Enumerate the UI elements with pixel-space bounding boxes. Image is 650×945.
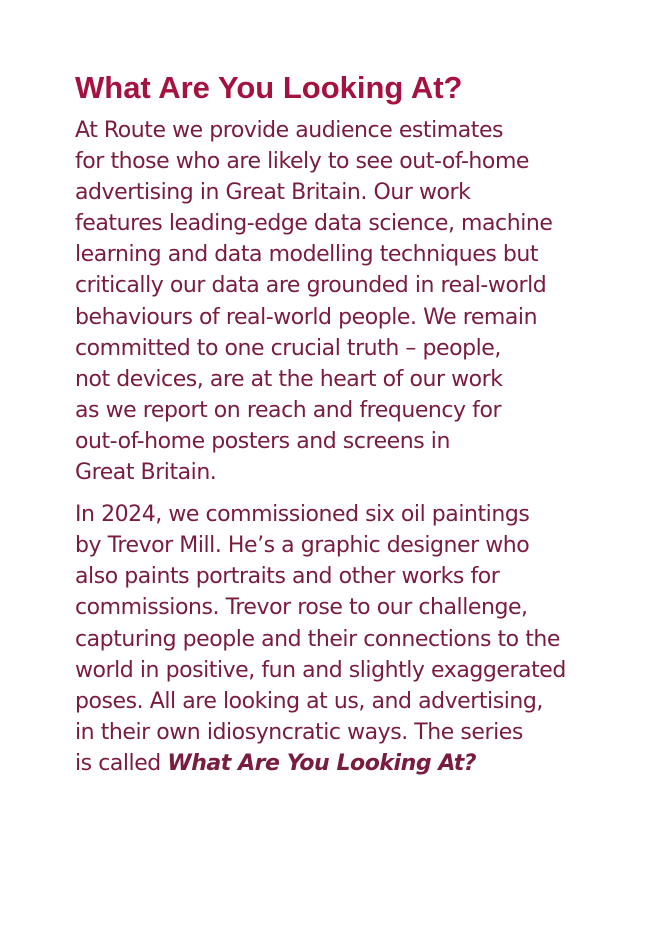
paragraph-line: not devices, are at the heart of our work	[75, 366, 503, 392]
paragraph-line: world in positive, fun and slightly exaggerated	[75, 657, 566, 683]
paragraph-line: features leading-edge data science, machine	[75, 211, 553, 237]
paragraph-line: for those who are likely to see out-of-home	[75, 149, 530, 175]
intro-paragraph	[75, 115, 615, 488]
paragraph-line: as we report on reach and frequency for	[75, 397, 502, 423]
paragraph-line: poses. All are looking at us, and advertising,	[75, 688, 543, 714]
paragraph-line: by Trevor Mill. He’s a graphic designer who	[75, 533, 530, 559]
paragraph-line: out-of-home posters and screens in	[75, 428, 450, 454]
paragraph-line: advertising in Great Britain. Our work	[75, 180, 471, 206]
paragraph-line: committed to one crucial truth – people,	[75, 335, 501, 361]
series-intro-text: is called	[75, 750, 168, 776]
commission-paragraph	[75, 499, 615, 779]
paragraph-line: behaviours of real-world people. We remain	[75, 304, 538, 330]
paragraph-line: in their own idiosyncratic ways. The series	[75, 719, 523, 745]
page-title: What Are You Looking At?	[75, 70, 463, 105]
paragraph-line: At Route we provide audience estimates	[75, 118, 504, 143]
paragraph-line: learning and data modelling techniques but	[75, 242, 539, 268]
paragraph-line: critically our data are grounded in real-world	[75, 273, 547, 299]
paragraph-line: commissions. Trevor rose to our challenge,	[75, 595, 528, 621]
series-title-emphasis: What Are You Looking At?	[167, 750, 477, 776]
article-content	[75, 66, 615, 779]
paragraph-line: capturing people and their connections to the	[75, 626, 560, 652]
paragraph-line: Great Britain.	[75, 460, 217, 486]
paragraph-last-line	[75, 748, 615, 779]
paragraph-line: In 2024, we commissioned six oil paintings	[75, 502, 530, 528]
paragraph-line: also paints portraits and other works for	[75, 564, 500, 590]
